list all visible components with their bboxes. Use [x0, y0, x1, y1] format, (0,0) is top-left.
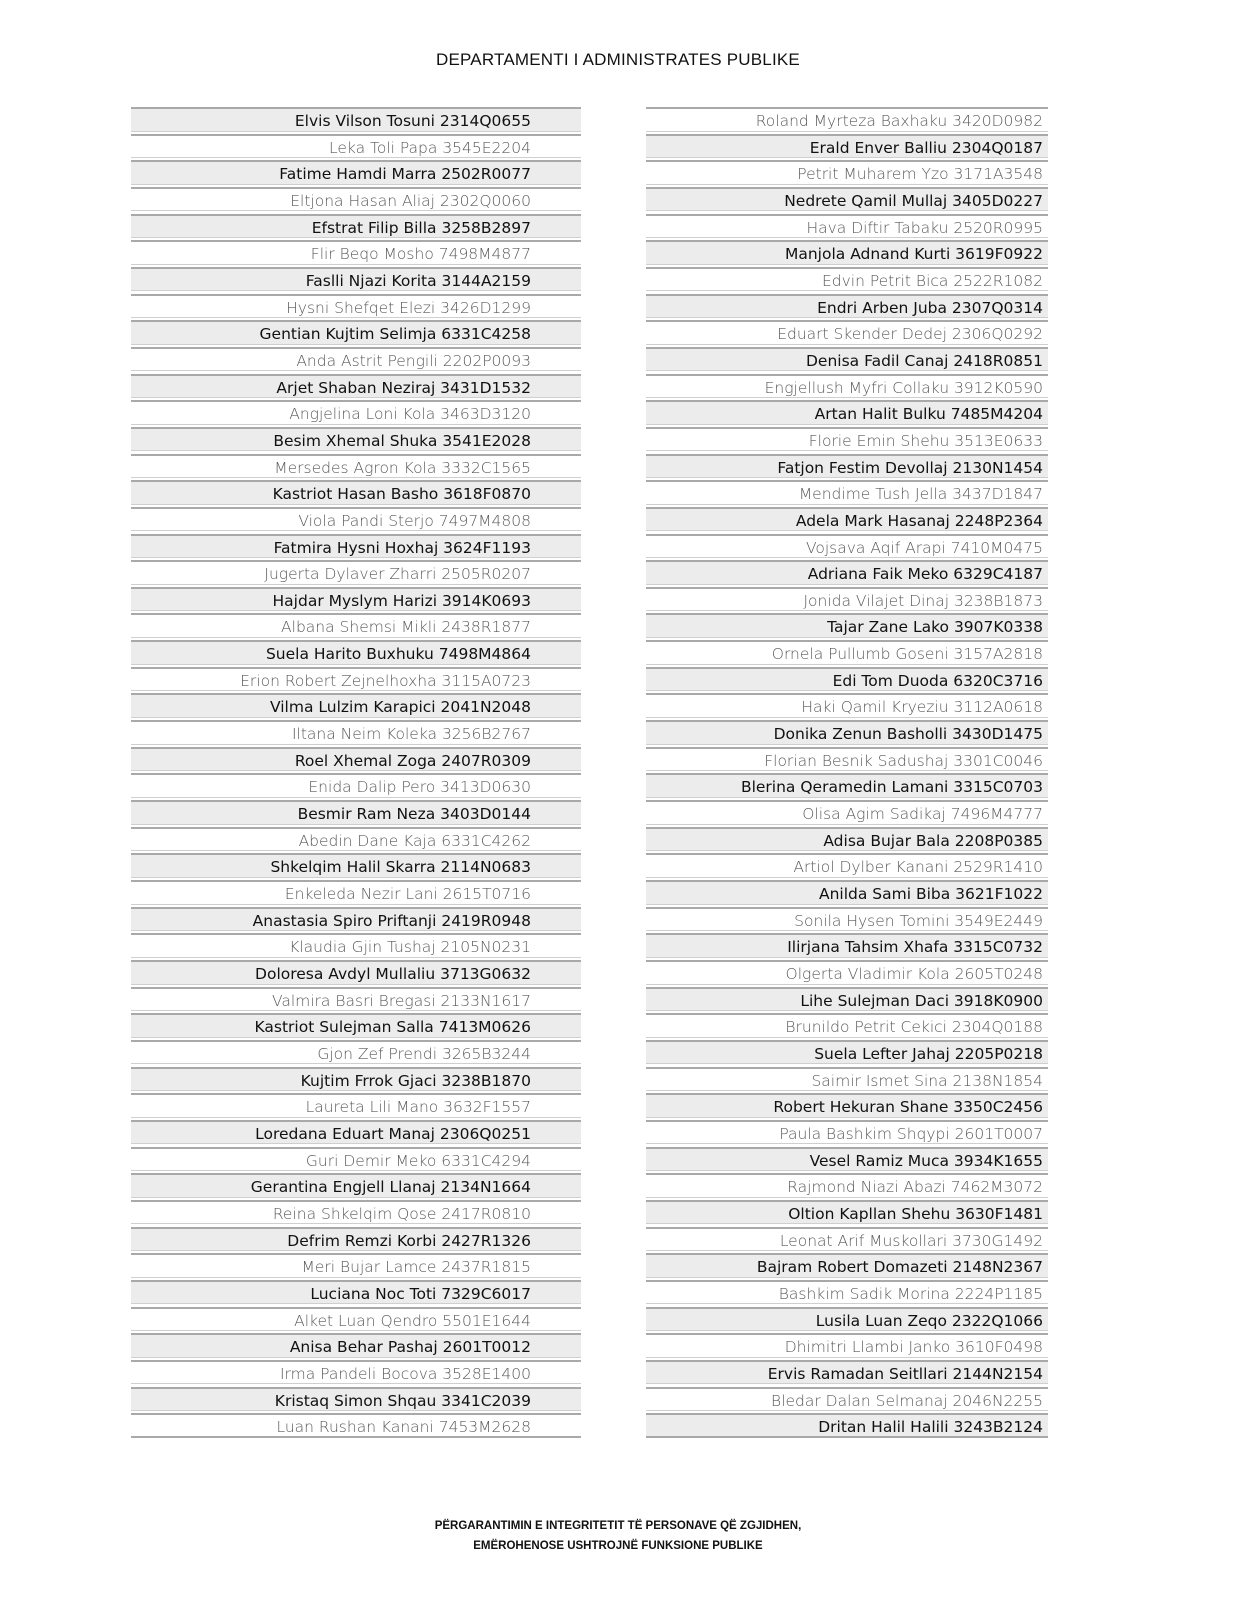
list-item: Donika Zenun Basholli 3430D1475 — [646, 720, 1048, 745]
footer — [0, 1516, 1236, 1556]
list-item: Gentian Kujtim Selimja 6331C4258 — [131, 320, 581, 345]
list-item: Besim Xhemal Shuka 3541E2028 — [131, 427, 581, 452]
list-item: Vojsava Aqif Arapi 7410M0475 — [646, 534, 1048, 559]
list-item: Loredana Eduart Manaj 2306Q0251 — [131, 1120, 581, 1145]
list-item: Jugerta Dylaver Zharri 2505R0207 — [131, 560, 581, 585]
list-item: Rajmond Niazi Abazi 7462M3072 — [646, 1173, 1048, 1198]
list-item: Hajdar Myslym Harizi 3914K0693 — [131, 587, 581, 612]
list-item: Erald Enver Balliu 2304Q0187 — [646, 134, 1048, 159]
list-item: Roland Myrteza Baxhaku 3420D0982 — [646, 107, 1048, 132]
left-name-column — [131, 107, 581, 1440]
list-item: Faslli Njazi Korita 3144A2159 — [131, 267, 581, 292]
list-item: Suela Lefter Jahaj 2205P0218 — [646, 1040, 1048, 1065]
list-item: Luciana Noc Toti 7329C6017 — [131, 1280, 581, 1305]
list-item: Besmir Ram Neza 3403D0144 — [131, 800, 581, 825]
list-item: Fatmira Hysni Hoxhaj 3624F1193 — [131, 534, 581, 559]
list-item: Sonila Hysen Tomini 3549E2449 — [646, 907, 1048, 932]
list-item: Saimir Ismet Sina 2138N1854 — [646, 1067, 1048, 1092]
list-item: Anastasia Spiro Priftanji 2419R0948 — [131, 907, 581, 932]
list-item: Doloresa Avdyl Mullaliu 3713G0632 — [131, 960, 581, 985]
list-item: Anda Astrit Pengili 2202P0093 — [131, 347, 581, 372]
list-item: Florie Emin Shehu 3513E0633 — [646, 427, 1048, 452]
list-item: Flir Beqo Mosho 7498M4877 — [131, 240, 581, 265]
list-item: Viola Pandi Sterjo 7497M4808 — [131, 507, 581, 532]
list-item: Olisa Agim Sadikaj 7496M4777 — [646, 800, 1048, 825]
list-item: Hysni Shefqet Elezi 3426D1299 — [131, 294, 581, 319]
list-item: Edvin Petrit Bica 2522R1082 — [646, 267, 1048, 292]
list-item: Petrit Muharem Yzo 3171A3548 — [646, 160, 1048, 185]
list-item: Adriana Faik Meko 6329C4187 — [646, 560, 1048, 585]
list-item: Leka Toli Papa 3545E2204 — [131, 134, 581, 159]
list-item: Florian Besnik Sadushaj 3301C0046 — [646, 747, 1048, 772]
list-item: Blerina Qeramedin Lamani 3315C0703 — [646, 773, 1048, 798]
list-item: Bledar Dalan Selmanaj 2046N2255 — [646, 1387, 1048, 1412]
right-name-column — [646, 107, 1048, 1440]
list-item: Ervis Ramadan Seitllari 2144N2154 — [646, 1360, 1048, 1385]
list-item: Gerantina Engjell Llanaj 2134N1664 — [131, 1173, 581, 1198]
list-item: Hava Diftir Tabaku 2520R0995 — [646, 214, 1048, 239]
list-item: Enkeleda Nezir Lani 2615T0716 — [131, 880, 581, 905]
list-item: Efstrat Filip Billa 3258B2897 — [131, 214, 581, 239]
list-item: Mersedes Agron Kola 3332C1565 — [131, 454, 581, 479]
list-item: Mendime Tush Jella 3437D1847 — [646, 480, 1048, 505]
list-item: Suela Harito Buxhuku 7498M4864 — [131, 640, 581, 665]
page-title: DEPARTAMENTI I ADMINISTRATES PUBLIKE — [436, 50, 800, 69]
list-item: Abedin Dane Kaja 6331C4262 — [131, 827, 581, 852]
list-item: Klaudia Gjin Tushaj 2105N0231 — [131, 933, 581, 958]
list-item: Oltion Kapllan Shehu 3630F1481 — [646, 1200, 1048, 1225]
list-item: Haki Qamil Kryeziu 3112A0618 — [646, 693, 1048, 718]
list-item: Lihe Sulejman Daci 3918K0900 — [646, 987, 1048, 1012]
list-item: Albana Shemsi Mikli 2438R1877 — [131, 613, 581, 638]
list-item: Olgerta Vladimir Kola 2605T0248 — [646, 960, 1048, 985]
list-item: Kristaq Simon Shqau 3341C2039 — [131, 1387, 581, 1412]
list-item: Roel Xhemal Zoga 2407R0309 — [131, 747, 581, 772]
list-item: Fatjon Festim Devollaj 2130N1454 — [646, 454, 1048, 479]
list-item: Paula Bashkim Shqypi 2601T0007 — [646, 1120, 1048, 1145]
list-item: Alket Luan Qendro 5501E1644 — [131, 1307, 581, 1332]
list-item: Gjon Zef Prendi 3265B3244 — [131, 1040, 581, 1065]
list-item: Eduart Skender Dedej 2306Q0292 — [646, 320, 1048, 345]
list-item: Jonida Vilajet Dinaj 3238B1873 — [646, 587, 1048, 612]
list-item: Anilda Sami Biba 3621F1022 — [646, 880, 1048, 905]
list-item: Fatime Hamdi Marra 2502R0077 — [131, 160, 581, 185]
list-item: Leonat Arif Muskollari 3730G1492 — [646, 1227, 1048, 1252]
list-item: Kastriot Hasan Basho 3618F0870 — [131, 480, 581, 505]
list-item: Meri Bujar Lamce 2437R1815 — [131, 1253, 581, 1278]
list-item: Iltana Neim Koleka 3256B2767 — [131, 720, 581, 745]
list-item: Guri Demir Meko 6331C4294 — [131, 1147, 581, 1172]
list-item: Ilirjana Tahsim Xhafa 3315C0732 — [646, 933, 1048, 958]
list-item: Erion Robert Zejnelhoxha 3115A0723 — [131, 667, 581, 692]
list-item: Dhimitri Llambi Janko 3610F0498 — [646, 1333, 1048, 1358]
list-item: Dritan Halil Halili 3243B2124 — [646, 1413, 1048, 1438]
list-item: Kujtim Frrok Gjaci 3238B1870 — [131, 1067, 581, 1092]
list-item: Ornela Pullumb Goseni 3157A2818 — [646, 640, 1048, 665]
list-item: Valmira Basri Bregasi 2133N1617 — [131, 987, 581, 1012]
footer-line-1: PËRGARANTIMIN E INTEGRITETIT TË PERSONAVE QË ZGJIDHEN, — [434, 1520, 802, 1532]
list-item: Elvis Vilson Tosuni 2314Q0655 — [131, 107, 581, 132]
list-item: Brunildo Petrit Cekici 2304Q0188 — [646, 1013, 1048, 1038]
list-item: Kastriot Sulejman Salla 7413M0626 — [131, 1013, 581, 1038]
footer-line-2: EMËROHENOSE USHTROJNË FUNKSIONE PUBLIKE — [473, 1540, 763, 1552]
list-item: Manjola Adnand Kurti 3619F0922 — [646, 240, 1048, 265]
list-item: Bashkim Sadik Morina 2224P1185 — [646, 1280, 1048, 1305]
list-item: Robert Hekuran Shane 3350C2456 — [646, 1093, 1048, 1118]
list-item: Vesel Ramiz Muca 3934K1655 — [646, 1147, 1048, 1172]
list-item: Denisa Fadil Canaj 2418R0851 — [646, 347, 1048, 372]
list-item: Artiol Dylber Kanani 2529R1410 — [646, 853, 1048, 878]
list-item: Enida Dalip Pero 3413D0630 — [131, 773, 581, 798]
list-item: Nedrete Qamil Mullaj 3405D0227 — [646, 187, 1048, 212]
list-item: Angjelina Loni Kola 3463D3120 — [131, 400, 581, 425]
list-item: Laureta Lili Mano 3632F1557 — [131, 1093, 581, 1118]
list-item: Reina Shkelqim Qose 2417R0810 — [131, 1200, 581, 1225]
list-item: Adisa Bujar Bala 2208P0385 — [646, 827, 1048, 852]
list-item: Adela Mark Hasanaj 2248P2364 — [646, 507, 1048, 532]
list-item: Lusila Luan Zeqo 2322Q1066 — [646, 1307, 1048, 1332]
list-item: Engjellush Myfri Collaku 3912K0590 — [646, 374, 1048, 399]
list-item: Endri Arben Juba 2307Q0314 — [646, 294, 1048, 319]
list-item: Shkelqim Halil Skarra 2114N0683 — [131, 853, 581, 878]
list-item: Arjet Shaban Neziraj 3431D1532 — [131, 374, 581, 399]
list-item: Anisa Behar Pashaj 2601T0012 — [131, 1333, 581, 1358]
list-item: Luan Rushan Kanani 7453M2628 — [131, 1413, 581, 1438]
list-item: Tajar Zane Lako 3907K0338 — [646, 613, 1048, 638]
list-item: Vilma Lulzim Karapici 2041N2048 — [131, 693, 581, 718]
list-item: Defrim Remzi Korbi 2427R1326 — [131, 1227, 581, 1252]
list-item: Edi Tom Duoda 6320C3716 — [646, 667, 1048, 692]
list-item: Eltjona Hasan Aliaj 2302Q0060 — [131, 187, 581, 212]
list-item: Artan Halit Bulku 7485M4204 — [646, 400, 1048, 425]
list-item: Bajram Robert Domazeti 2148N2367 — [646, 1253, 1048, 1278]
list-item: Irma Pandeli Bocova 3528E1400 — [131, 1360, 581, 1385]
